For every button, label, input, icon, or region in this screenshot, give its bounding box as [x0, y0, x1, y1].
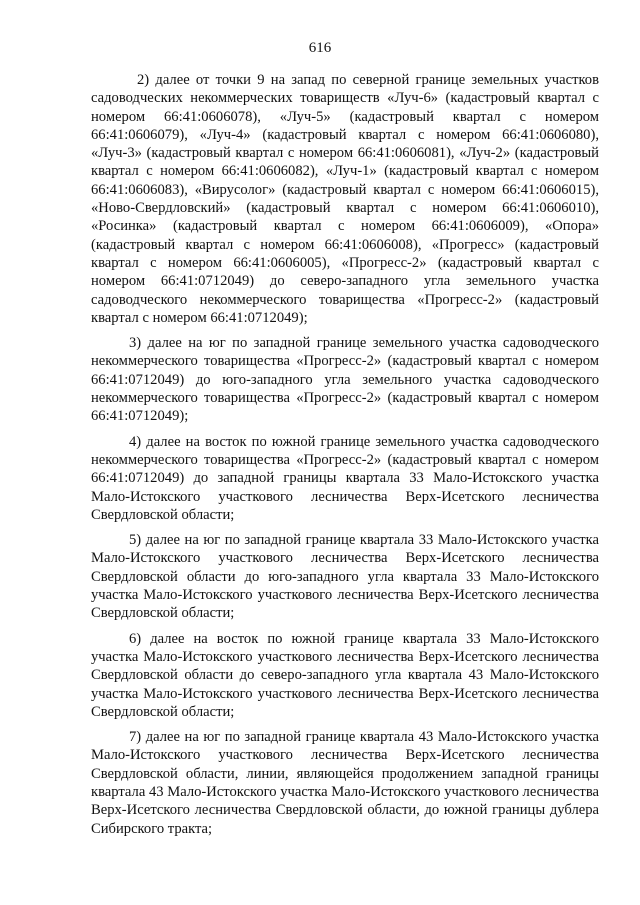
paragraph-item-6: 6) далее на восток по южной границе квартала 33 Мало-Истокского участка Мало-Истокского участкового лесничества Верх-Исетского лесничества Свердловской области до северо-западного угла квартала 43 Мало-Истокского участка Мало-Истокского участкового лесничества Верх-Исетского лесничества Свердловской области;: [91, 630, 599, 720]
paragraph-item-2: 2) далее от точки 9 на запад по северной границе земельных участков садоводческих некоммерческих товариществ «Луч-6» (кадастровый квартал с номером 66:41:0606078), «Луч-5» (кадастровый квартал с номером 66:41:0606079), «Луч-4» (кадастровый квартал с номером 66:41:0606080), «Луч-3» (кадастровый квартал с номером 66:41:0606081), «Луч-2» (кадастровый квартал с номером 66:41:0606082), «Луч-1» (кадастровый квартал с номером 66:41:0606083), «Вирусолог» (кадастровый квартал с номером 66:41:0606015), «Ново-Свердловский» (кадастровый квартал с номером 66:41:0606010), «Росинка» (кадастровый квартал с номером 66:41:0606009), «Опора» (кадастровый квартал с номером 66:41:0606008), «Прогресс» (кадастровый квартал с номером 66:41:0606005), «Прогресс-2» (кадастровый квартал с номером 66:41:0712049) до северо-западного угла земельного участка садоводческого некоммерческого товарищества «Прогресс-2» (кадастровый квартал с номером 66:41:0712049);: [91, 72, 599, 326]
document-body: [91, 71, 599, 845]
paragraph-item-7: 7) далее на юг по западной границе квартала 43 Мало-Истокского участка Мало-Истокского участкового лесничества Верх-Исетского лесничества Свердловской области, линии, являющейся продолжением западной границы квартала 43 Мало-Истокского участка Мало-Истокского участкового лесничества Верх-Исетского лесничества Свердловской области, до южной границы дублера Сибирского тракта;: [91, 729, 599, 837]
page-number: 616: [308, 40, 332, 56]
paragraph-item-3: 3) далее на юг по западной границе земельного участка садоводческого некоммерческого товарищества «Прогресс-2» (кадастровый квартал с номером 66:41:0712049) до юго-западного угла земельного участка садоводческого некоммерческого товарищества «Прогресс-2» (кадастровый квартал с номером 66:41:0712049);: [91, 335, 599, 425]
paragraph-item-5: 5) далее на юг по западной границе квартала 33 Мало-Истокского участка Мало-Истокского участкового лесничества Верх-Исетского лесничества Свердловской области до юго-западного угла квартала 33 Мало-Истокского участка Мало-Истокского участкового лесничества Верх-Исетского лесничества Свердловской области;: [91, 532, 599, 622]
paragraph-item-4: 4) далее на восток по южной границе земельного участка садоводческого некоммерческого товарищества «Прогресс-2» (кадастровый квартал с номером 66:41:0712049) до западной границы квартала 33 Мало-Истокского участка Мало-Истокского участкового лесничества Верх-Исетского лесничества Свердловской области;: [91, 433, 599, 523]
